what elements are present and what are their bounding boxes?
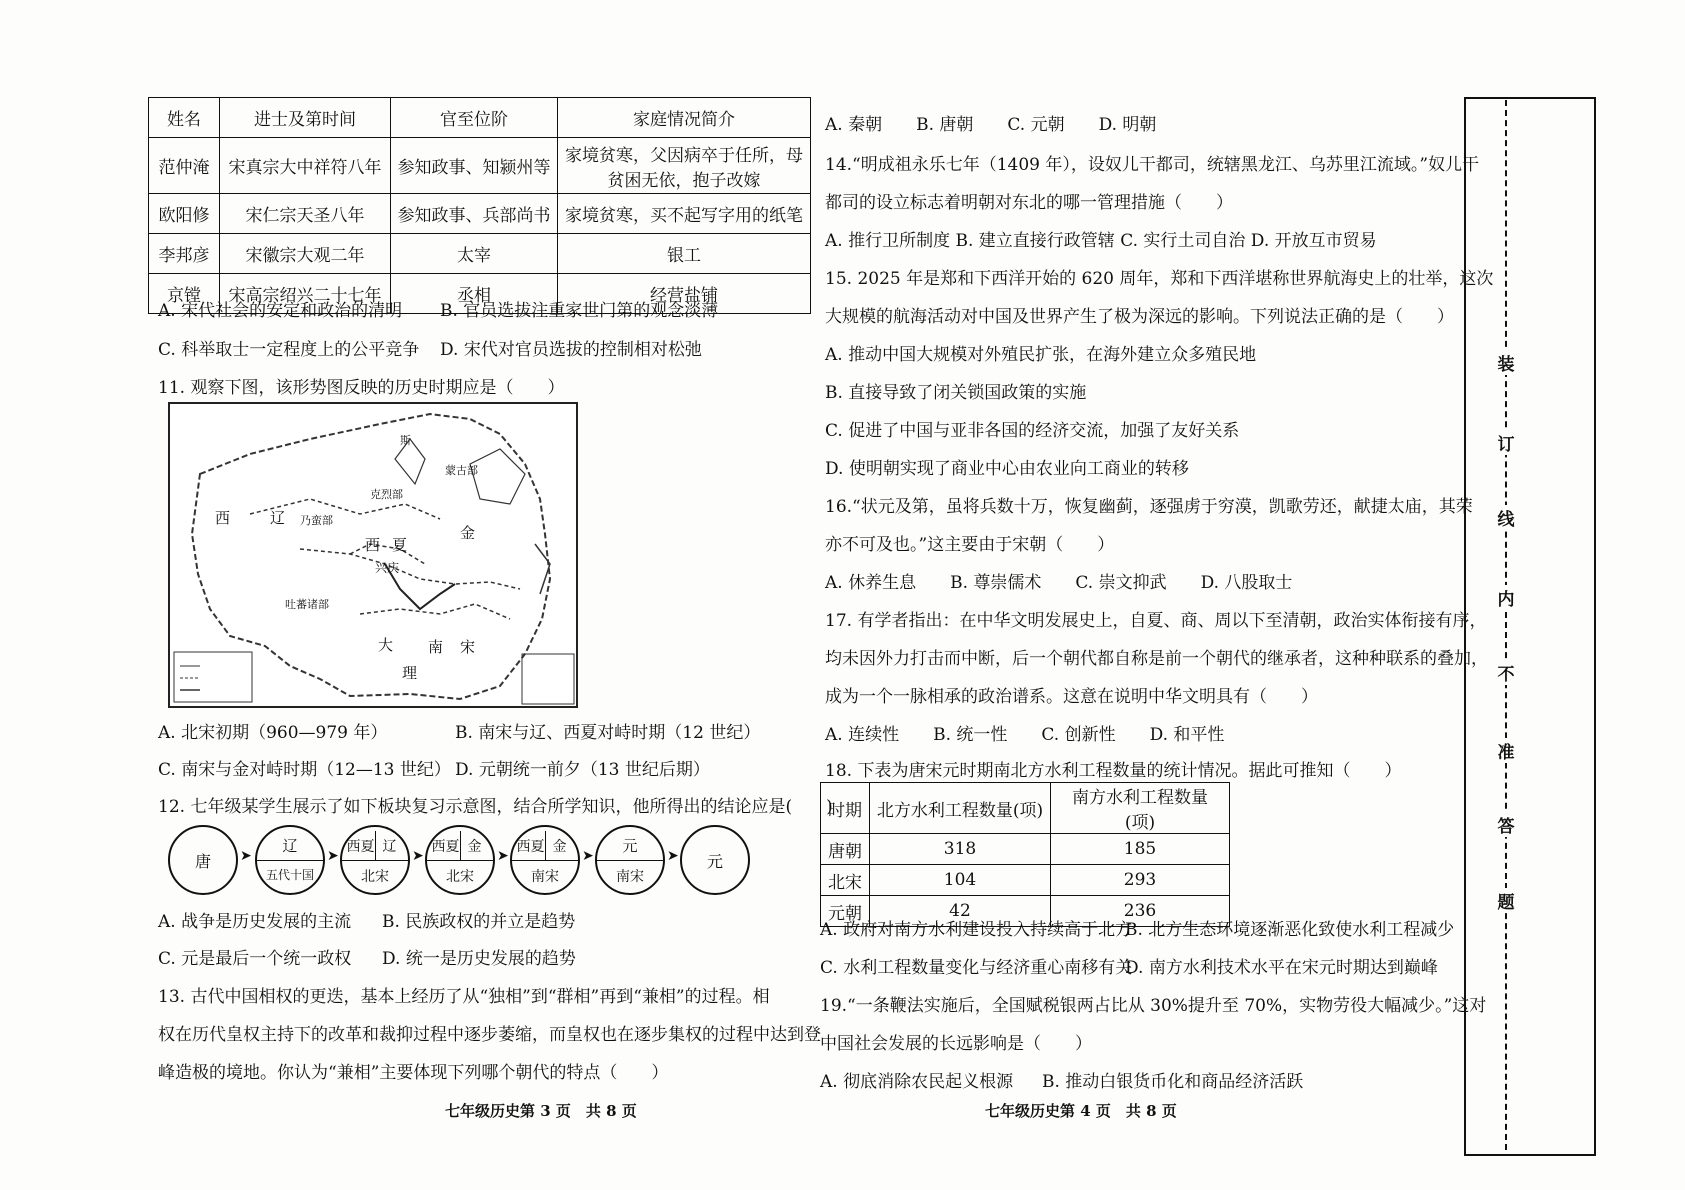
header-cell: 南方水利工程数量(项) bbox=[1051, 783, 1230, 834]
map-label: 乃蛮部 bbox=[300, 514, 333, 527]
cell-time: 宋徽宗大观二年 bbox=[220, 234, 391, 274]
circle-text: 金 bbox=[552, 839, 567, 855]
circle-text: 北宋 bbox=[361, 869, 389, 885]
header-cell: 进士及第时间 bbox=[220, 98, 391, 138]
circle-text: 唐 bbox=[194, 852, 211, 871]
circle-text: 西夏 bbox=[431, 839, 460, 855]
q15-option-b: B. 直接导致了闭关锁国政策的实施 bbox=[825, 383, 1087, 403]
circle-text: 辽 bbox=[382, 839, 397, 855]
table-header-row bbox=[821, 783, 1230, 834]
q16-stem-line: 16.“状元及第，虽将兵数十万，恢复幽蓟，逐强虏于穷漠，凯歌劳还，献捷太庙，其荣 bbox=[825, 497, 1473, 517]
cell-north: 318 bbox=[870, 834, 1051, 865]
cell-family: 家境贫寒，买不起写字用的纸笔 bbox=[558, 194, 811, 234]
q15-option-d: D. 使明朝实现了商业中心由农业向工商业的转移 bbox=[825, 459, 1189, 479]
binding-char: 内 bbox=[1495, 585, 1517, 610]
q12-option-a: A. 战争是历史发展的主流 bbox=[158, 912, 352, 932]
map-label: 南 bbox=[428, 638, 444, 656]
map-outline bbox=[170, 404, 576, 706]
q14-stem-line: 14.“明成祖永乐七年（1409 年），设奴儿干都司，统辖黑龙江、乌苏里江流域。”奴儿干 bbox=[825, 155, 1480, 175]
q14-stem-line: 都司的设立标志着明朝对东北的哪一管理措施（ ） bbox=[825, 193, 1233, 213]
arrow-icon: ➤ bbox=[327, 848, 339, 864]
q10-option-d: D. 宋代对官员选拔的控制相对松弛 bbox=[440, 340, 702, 360]
header-cell: 时期 bbox=[821, 783, 870, 834]
q10-option-b: B. 官员选拔注重家世门第的观念淡薄 bbox=[440, 301, 719, 321]
header-cell: 北方水利工程数量(项) bbox=[870, 783, 1051, 834]
cell-name: 李邦彦 bbox=[149, 234, 220, 274]
cell-time: 宋高宗绍兴二十七年 bbox=[220, 274, 391, 314]
circle-text: 西夏 bbox=[516, 839, 545, 855]
map-label: 大 bbox=[378, 636, 394, 654]
q12-option-c: C. 元是最后一个统一政权 bbox=[158, 949, 352, 969]
circle-text: 金 bbox=[467, 839, 482, 855]
q15-option-c: C. 促进了中国与亚非各国的经济交流，加强了友好关系 bbox=[825, 421, 1240, 441]
circle-text: 北宋 bbox=[446, 869, 474, 885]
binding-dashed-line bbox=[1505, 100, 1507, 1150]
map-label: 理 bbox=[402, 664, 418, 682]
cell-period: 元朝 bbox=[821, 896, 870, 927]
arrow-icon: ➤ bbox=[240, 848, 252, 864]
map-label: 夏 bbox=[392, 536, 408, 554]
cell-period: 北宋 bbox=[821, 865, 870, 896]
official-table bbox=[148, 97, 811, 314]
map-label: 斯 bbox=[400, 434, 411, 447]
q11-option-d: D. 元朝统一前夕（13 世纪后期） bbox=[455, 760, 710, 780]
binding-char: 题 bbox=[1495, 888, 1517, 913]
binding-char: 订 bbox=[1495, 430, 1517, 455]
q16-stem-line: 亦不可及也。”这主要由于宋朝（ ） bbox=[825, 535, 1115, 555]
q12-option-b: B. 民族政权的并立是趋势 bbox=[382, 912, 576, 932]
header-cell: 家庭情况简介 bbox=[558, 98, 811, 138]
table-row bbox=[149, 194, 811, 234]
cell-name: 欧阳修 bbox=[149, 194, 220, 234]
q15-option-a: A. 推动中国大规模对外殖民扩张，在海外建立众多殖民地 bbox=[825, 345, 1257, 365]
q17-stem-line: 17. 有学者指出：在中华文明发展史上，自夏、商、周以下至清朝，政治实体衔接有序， bbox=[825, 611, 1487, 631]
q11-option-c: C. 南宋与金对峙时期（12—13 世纪） bbox=[158, 760, 451, 780]
water-projects-table bbox=[820, 782, 1230, 927]
binding-margin-frame bbox=[1464, 97, 1596, 1156]
header-cell: 姓名 bbox=[149, 98, 220, 138]
cell-name: 京镗 bbox=[149, 274, 220, 314]
footer-left: 七年级历史第 3 页 共 8 页 bbox=[445, 1102, 637, 1120]
map-label: 蒙古部 bbox=[445, 464, 478, 477]
q14-options: A. 推行卫所制度 B. 建立直接行政管辖 C. 实行土司自治 D. 开放互市贸易 bbox=[825, 231, 1377, 251]
cell-time: 宋仁宗天圣八年 bbox=[220, 194, 391, 234]
table-row bbox=[149, 234, 811, 274]
q15-stem-line: 大规模的航海活动对中国及世界产生了极为深远的影响。下列说法正确的是（ ） bbox=[825, 307, 1454, 327]
table-row bbox=[149, 138, 811, 194]
q18-stem: 18. 下表为唐宋元时期南北方水利工程数量的统计情况。据此可推知（ ） bbox=[825, 761, 1402, 781]
cell-family: 银工 bbox=[558, 234, 811, 274]
circle-xixia-liao-beisong bbox=[340, 825, 410, 895]
q18-option-c: C. 水利工程数量变化与经济重心南移有关 bbox=[820, 958, 1133, 978]
q17-stem-line: 成为一个一脉相承的政治谱系。这意在说明中华文明具有（ ） bbox=[825, 687, 1318, 707]
table-row bbox=[821, 834, 1230, 865]
family-line: 家境贫寒，父因病卒于任所，母 bbox=[565, 145, 803, 166]
map-label: 兴庆 bbox=[375, 561, 400, 575]
q12-stem: 12. 七年级某学生展示了如下板块复习示意图，结合所学知识，他所得出的结论应是( ) bbox=[158, 797, 833, 817]
q15-stem-line: 15. 2025 年是郑和下西洋开始的 620 周年，郑和下西洋堪称世界航海史上的壮举，这次 bbox=[825, 269, 1494, 289]
footer-right: 七年级历史第 4 页 共 8 页 bbox=[985, 1102, 1177, 1120]
q11-option-b: B. 南宋与辽、西夏对峙时期（12 世纪） bbox=[455, 723, 761, 743]
binding-char: 准 bbox=[1495, 738, 1517, 763]
q19-option-a: A. 彻底消除农民起义根源 bbox=[820, 1072, 1014, 1092]
q11-stem: 11. 观察下图，该形势图反映的历史时期应是（ ） bbox=[158, 378, 565, 398]
q10-option-c: C. 科举取士一定程度上的公平竞争 bbox=[158, 340, 420, 360]
circle-liao-wudai bbox=[255, 825, 325, 895]
table-row bbox=[821, 865, 1230, 896]
q17-options: A. 连续性 B. 统一性 C. 创新性 D. 和平性 bbox=[825, 725, 1225, 745]
arrow-icon: ➤ bbox=[497, 848, 509, 864]
cell-south: 185 bbox=[1051, 834, 1230, 865]
cell-north: 42 bbox=[870, 896, 1051, 927]
q19-stem-line: 中国社会发展的长远影响是（ ） bbox=[820, 1034, 1092, 1054]
cell-north: 104 bbox=[870, 865, 1051, 896]
q18-option-a: A. 政府对南方水利建设投入持续高于北方 bbox=[820, 920, 1133, 940]
cell-south: 293 bbox=[1051, 865, 1230, 896]
cell-south: 236 bbox=[1051, 896, 1230, 927]
arrow-icon: ➤ bbox=[412, 848, 424, 864]
circle-yuan bbox=[680, 825, 750, 895]
q18-option-b: B. 北方生态环境逐渐恶化致使水利工程减少 bbox=[1125, 920, 1455, 940]
cell-family: 经营盐铺 bbox=[558, 274, 811, 314]
circle-text: 元 bbox=[706, 852, 723, 871]
map-label: 宋 bbox=[460, 638, 476, 656]
map-label: 西 bbox=[365, 536, 381, 554]
map-label: 辽 bbox=[270, 509, 286, 527]
map-label: 西 bbox=[215, 509, 231, 527]
q10-option-a: A. 宋代社会的安定和政治的清明 bbox=[158, 301, 403, 321]
header-cell: 官至位阶 bbox=[391, 98, 558, 138]
circle-tang bbox=[168, 825, 238, 895]
circle-text: 五代十国 bbox=[265, 868, 314, 882]
q18-option-d: D. 南方水利技术水平在宋元时期达到巅峰 bbox=[1125, 958, 1438, 978]
circle-yuan-nansong bbox=[595, 825, 665, 895]
q16-options: A. 休养生息 B. 尊崇儒术 C. 崇文抑武 D. 八股取士 bbox=[825, 573, 1293, 593]
map-label: 金 bbox=[460, 524, 476, 542]
binding-char: 不 bbox=[1495, 660, 1517, 685]
q12-option-d: D. 统一是历史发展的趋势 bbox=[382, 949, 576, 969]
arrow-icon: ➤ bbox=[667, 848, 679, 864]
cell-rank: 参知政事、兵部尚书 bbox=[391, 194, 558, 234]
cell-time: 宋真宗大中祥符八年 bbox=[220, 138, 391, 194]
q13-stem-line: 权在历代皇权主持下的改革和裁抑过程中逐步萎缩，而皇权也在逐步集权的过程中达到登 bbox=[158, 1025, 821, 1045]
circle-text: 南宋 bbox=[531, 869, 559, 885]
binding-char: 装 bbox=[1495, 350, 1517, 375]
map-label: 吐蕃诸部 bbox=[285, 598, 329, 611]
q13-stem-line: 峰造极的境地。你认为“兼相”主要体现下列哪个朝代的特点（ ） bbox=[158, 1063, 669, 1083]
cell-rank: 参知政事、知颍州等 bbox=[391, 138, 558, 194]
q13-stem-line: 13. 古代中国相权的更迭，基本上经历了从“独相”到“群相”再到“兼相”的过程。相 bbox=[158, 987, 770, 1007]
q17-stem-line: 均未因外力打击而中断，后一个朝代都自称是前一个朝代的继承者，这种种联系的叠加， bbox=[825, 649, 1488, 669]
map-label: 克烈部 bbox=[370, 488, 403, 501]
circle-text: 元 bbox=[622, 837, 638, 855]
cell-rank: 太宰 bbox=[391, 234, 558, 274]
binding-char: 线 bbox=[1495, 505, 1517, 530]
binding-char: 答 bbox=[1495, 812, 1517, 837]
historical-map bbox=[168, 402, 578, 708]
circle-xixia-jin-nansong bbox=[510, 825, 580, 895]
q11-option-a: A. 北宋初期（960—979 年） bbox=[158, 723, 388, 743]
cell-name: 范仲淹 bbox=[149, 138, 220, 194]
q13-options: A. 秦朝 B. 唐朝 C. 元朝 D. 明朝 bbox=[825, 115, 1157, 135]
circle-text: 西夏 bbox=[346, 839, 375, 855]
arrow-icon: ➤ bbox=[582, 848, 594, 864]
q19-option-b: B. 推动白银货币化和商品经济活跃 bbox=[1042, 1072, 1304, 1092]
table-header-row bbox=[149, 98, 811, 138]
circle-xixia-jin-beisong bbox=[425, 825, 495, 895]
circle-text: 辽 bbox=[282, 837, 298, 855]
cell-family bbox=[558, 138, 811, 194]
circle-text: 南宋 bbox=[616, 869, 644, 885]
cell-period: 唐朝 bbox=[821, 834, 870, 865]
cell-rank: 丞相 bbox=[391, 274, 558, 314]
q19-stem-line: 19.“一条鞭法实施后，全国赋税银两占比从 30%提升至 70%，实物劳役大幅减少。”这对 bbox=[820, 996, 1487, 1016]
family-line: 贫困无依，抱子改嫁 bbox=[607, 170, 761, 191]
